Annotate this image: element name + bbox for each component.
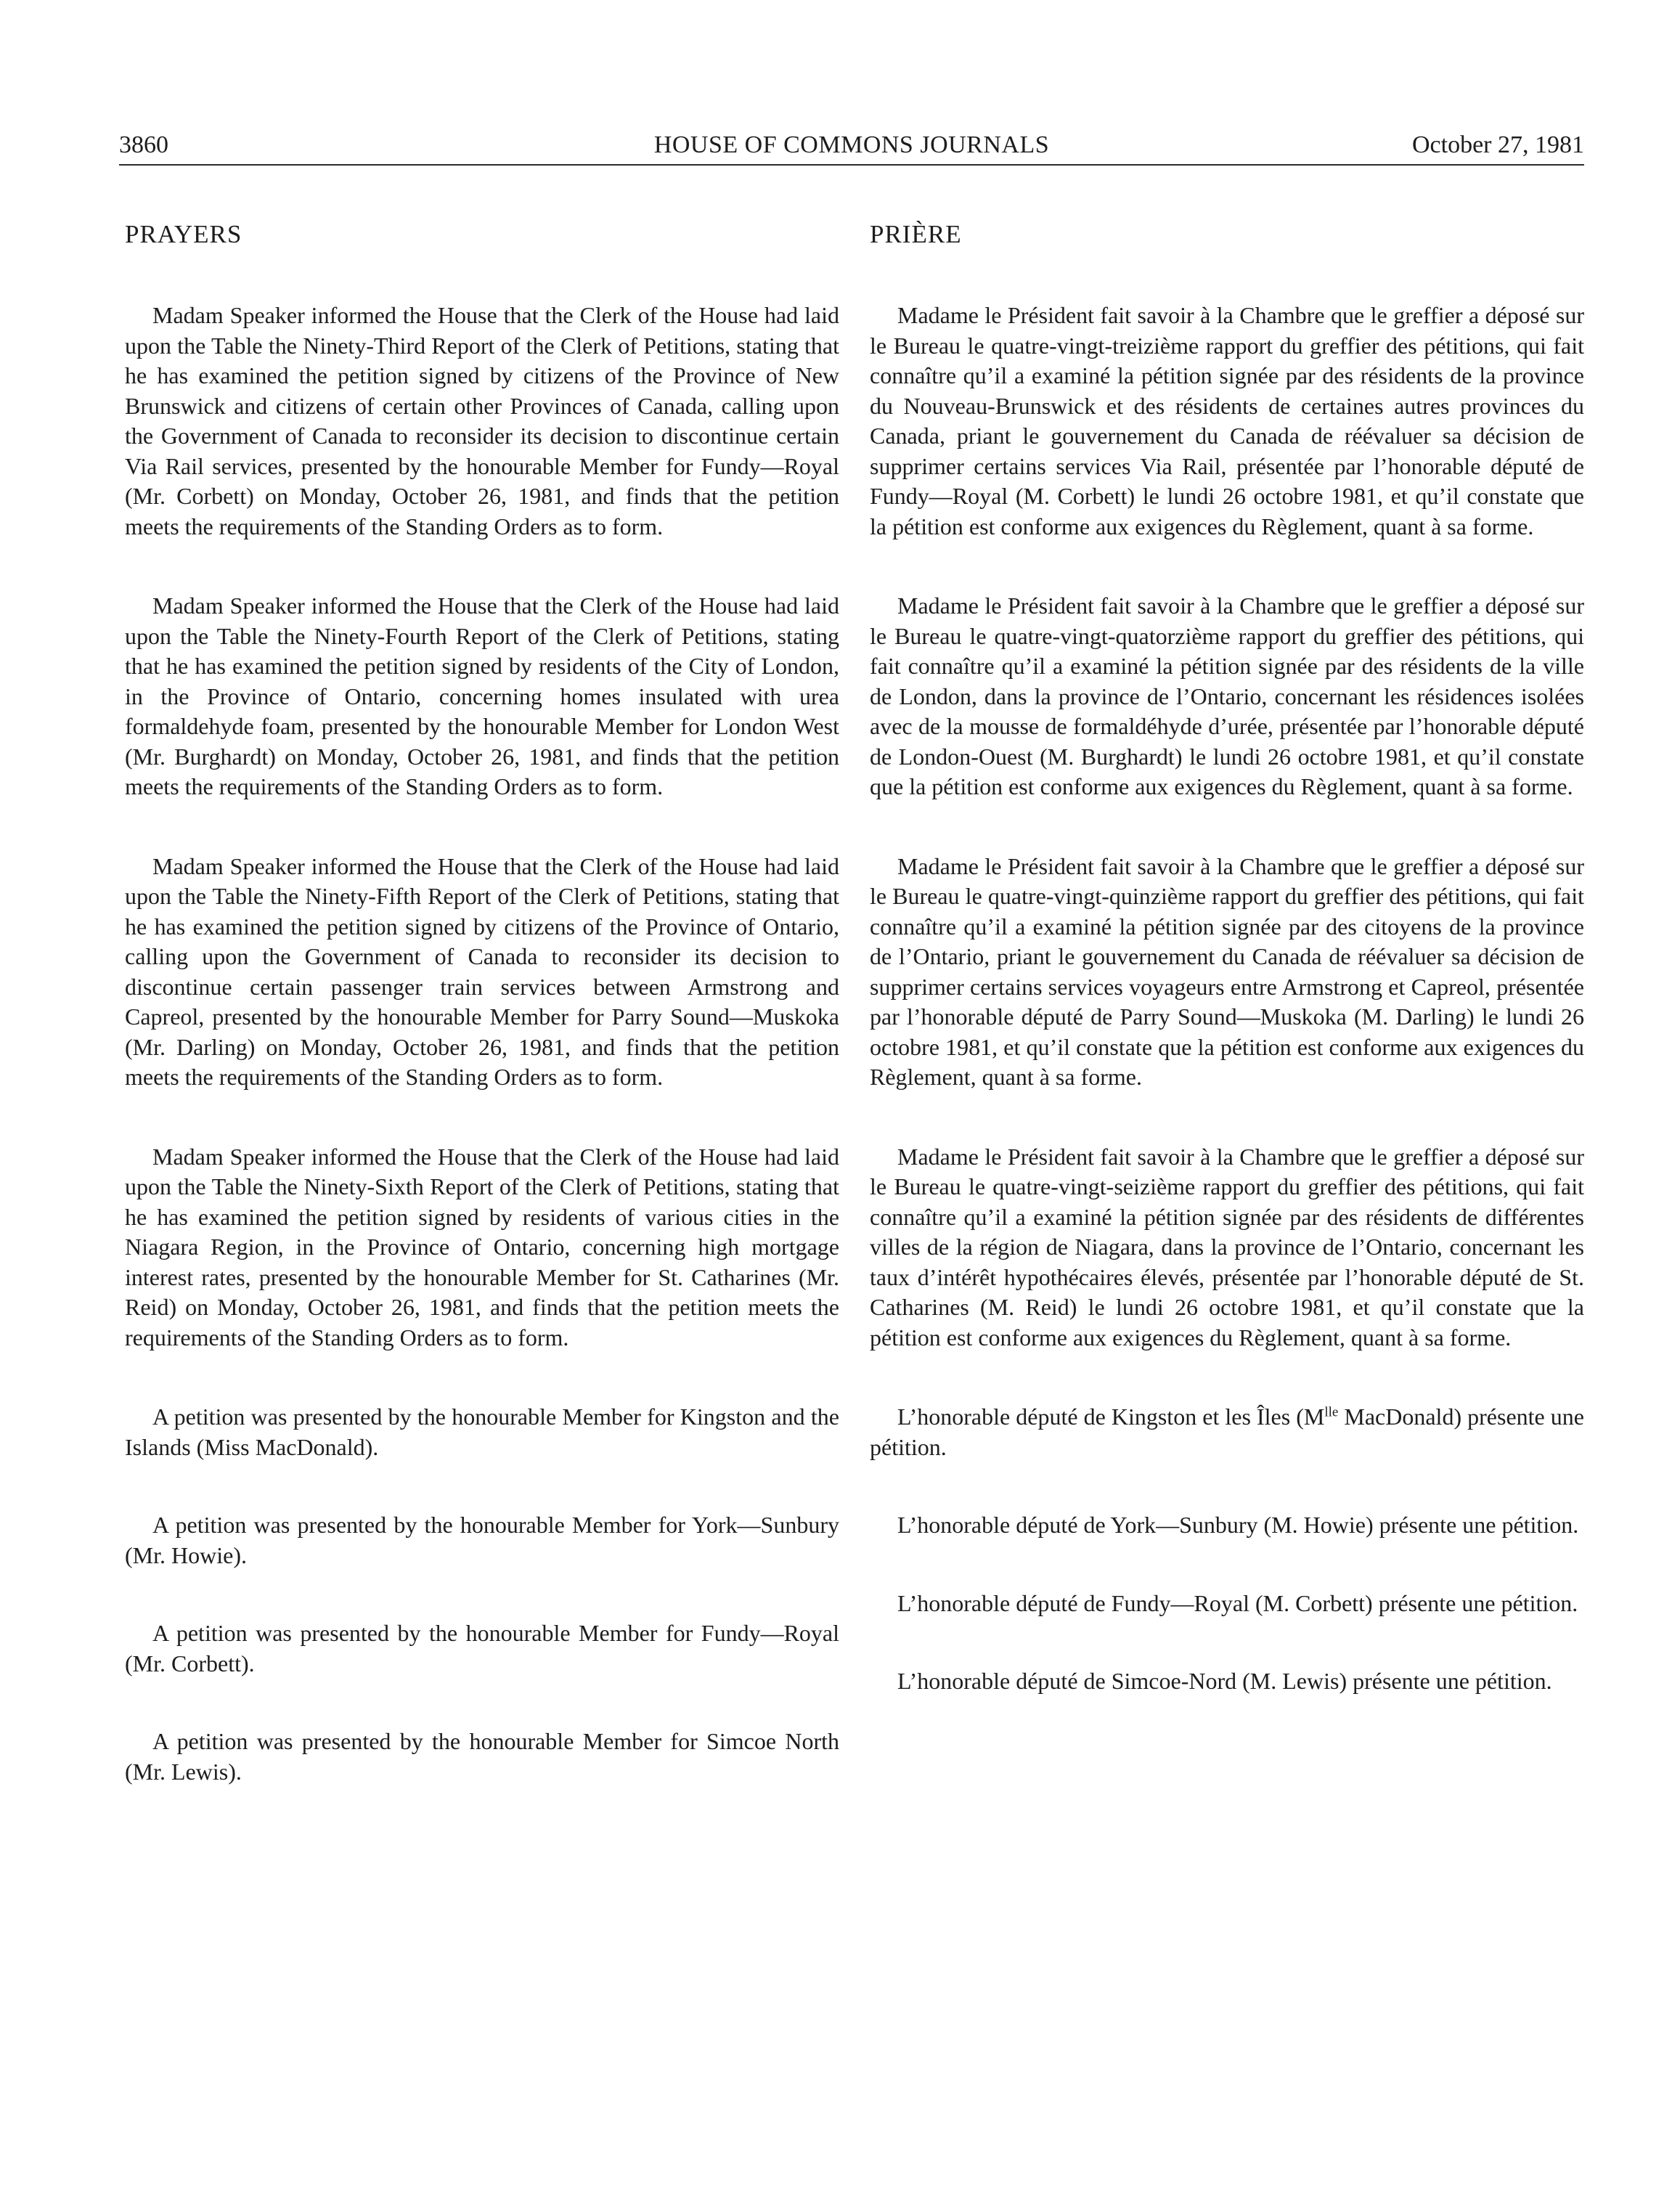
petition-block — [870, 1510, 1584, 1541]
report-block — [870, 591, 1584, 802]
petition-paragraph: A petition was presented by the honourable Member for Fundy—Royal (Mr. Corbett). — [125, 1620, 839, 1677]
petition-paragraph: L’honorable député de York—Sunbury (M. Howie) présente une pétition. — [897, 1512, 1579, 1538]
petition-block — [870, 1402, 1584, 1462]
report-paragraph: Madam Speaker informed the House that the Clerk of the House had laid upon the Table the Ninety-Third Report of the Clerk of Petitions, stating that he has examined the petition signed by citizens of the Province of New Brunswick and citizens of certain other Provinces of Canada, calling upon the Government of Canada to reconsider its decision to discontinue certain Via Rail services, presented by the honourable Member for Fundy—Royal (Mr. Corbett) on Monday, October 26, 1981, and finds that the petition meets the requirements of the Standing Orders as to form. — [125, 302, 839, 539]
header-rule — [119, 164, 1584, 166]
petition-paragraph: A petition was presented by the honourable Member for Simcoe North (Mr. Lewis). — [125, 1728, 839, 1785]
report-paragraph: Madame le Président fait savoir à la Chambre que le greffier a déposé sur le Bureau le quatre-vingt-quatorzième rapport du greffier des pétitions, qui fait connaître qu’il a examiné la pétition signée par des résidents de la ville de London, dans la province de l’Ontario, concernant les résidences isolées avec de la mousse de formaldéhyde d’urée, présentée par l’honorable député de London-Ouest (M. Burghardt) le lundi 26 octobre 1981, et qu’il constate que la pétition est conforme aux exigences du Règlement, quant à sa forme. — [870, 592, 1584, 799]
section-heading-english: PRAYERS — [125, 220, 242, 248]
report-block — [870, 301, 1584, 542]
petition-paragraph: A petition was presented by the honourable Member for Kingston and the Islands (Miss MacDonald). — [125, 1404, 839, 1460]
report-block — [870, 1142, 1584, 1353]
section-heading-french: PRIÈRE — [870, 220, 962, 248]
report-paragraph: Madame le Président fait savoir à la Chambre que le greffier a déposé sur le Bureau le quatre-vingt-treizième rapport du greffier des pétitions, qui fait connaître qu’il a examiné la pétition signée par des résidents de la province du Nouveau-Brunswick et des résidents de certaines autres provinces du Canada, priant le gouvernement du Canada de réévaluer sa décision de supprimer certains services Via Rail, présentée par l’honorable député de Fundy—Royal (M. Corbett) le lundi 26 octobre 1981, et qu’il constate que la pétition est conforme aux exigences du Règlement, quant à sa forme. — [870, 302, 1584, 539]
petition-block — [870, 1666, 1584, 1697]
report-paragraph: Madame le Président fait savoir à la Chambre que le greffier a déposé sur le Bureau le quatre-vingt-seizième rapport du greffier des pétitions, qui fait connaître qu’il a examiné la pétition signée par des résidents de différentes villes de la région de Niagara, dans la province de l’Ontario, concernant les taux d’intérêt hypothécaires élevés, présentée par l’honorable député de St. Catharines (M. Reid) le lundi 26 octobre 1981, et qu’il constate que la pétition est conforme aux exigences du Règlement, quant à sa forme. — [870, 1143, 1584, 1351]
english-column — [125, 218, 839, 1835]
report-paragraph: Madam Speaker informed the House that the Clerk of the House had laid upon the Table the Ninety-Fourth Report of the Clerk of Petitions, stating that he has examined the petition signed by residents of the City of London, in the Province of Ontario, concerning homes insulated with urea formaldehyde foam, presented by the honourable Member for London West (Mr. Burghardt) on Monday, October 26, 1981, and finds that the petition meets the requirements of the Standing Orders as to form. — [125, 592, 839, 799]
petition-paragraph: A petition was presented by the honourable Member for York—Sunbury (Mr. Howie). — [125, 1512, 839, 1568]
report-block — [125, 1142, 839, 1353]
petition-block — [125, 1618, 839, 1679]
header-date: October 27, 1981 — [1411, 131, 1584, 158]
petition-paragraph — [870, 1402, 1584, 1462]
petition-paragraph: L’honorable député de Fundy—Royal (M. Corbett) présente une pétition. — [897, 1589, 1578, 1616]
report-block — [870, 852, 1584, 1093]
report-block — [125, 301, 839, 542]
running-head — [119, 125, 1584, 166]
petition-text-after: MacDonald) présente une pétition. — [870, 1404, 1585, 1460]
journal-title: HOUSE OF COMMONS JOURNALS — [653, 131, 1050, 158]
report-paragraph: Madame le Président fait savoir à la Chambre que le greffier a déposé sur le Bureau le quatre-vingt-quinzième rapport du greffier des pétitions, qui fait connaître qu’il a examiné la pétition signée par des citoyens de la province de l’Ontario, priant le gouvernement du Canada de réévaluer sa décision de supprimer certains services voyageurs entre Armstrong et Capreol, présentée par l’honorable député de Parry Sound—Muskoka (M. Darling) le lundi 26 octobre 1981, et qu’il constate que la pétition est conforme aux exigences du Règlement, quant à sa forme. — [870, 852, 1584, 1090]
title-superscript: lle — [1324, 1404, 1339, 1420]
report-paragraph: Madam Speaker informed the House that the Clerk of the House had laid upon the Table the Ninety-Fifth Report of the Clerk of Petitions, stating that he has examined the petition signed by citizens of the Province of Ontario, calling upon the Government of Canada to reconsider its decision to discontinue certain passenger train services between Armstrong and Capreol, presented by the honourable Member for Parry Sound—Muskoka (Mr. Darling) on Monday, October 26, 1981, and finds that the petition meets the requirements of the Standing Orders as to form. — [125, 852, 839, 1090]
french-column — [870, 218, 1584, 1745]
petition-block — [125, 1510, 839, 1571]
report-block — [125, 591, 839, 802]
petition-block — [125, 1727, 839, 1787]
report-block — [125, 852, 839, 1093]
petition-block — [870, 1589, 1584, 1619]
page-number: 3860 — [119, 131, 168, 158]
petition-text-before: L’honorable député de Kingston et les Îles (M — [897, 1404, 1325, 1430]
report-paragraph: Madam Speaker informed the House that the Clerk of the House had laid upon the Table the Ninety-Sixth Report of the Clerk of Petitions, stating that he has examined the petition signed by residents of various cities in the Niagara Region, in the Province of Ontario, concerning high mortgage interest rates, presented by the honourable Member for St. Catharines (Mr. Reid) on Monday, October 26, 1981, and finds that the petition meets the requirements of the Standing Orders as to form. — [125, 1143, 839, 1351]
petition-paragraph: L’honorable député de Simcoe-Nord (M. Lewis) présente une pétition. — [897, 1668, 1552, 1694]
petition-block — [125, 1402, 839, 1462]
